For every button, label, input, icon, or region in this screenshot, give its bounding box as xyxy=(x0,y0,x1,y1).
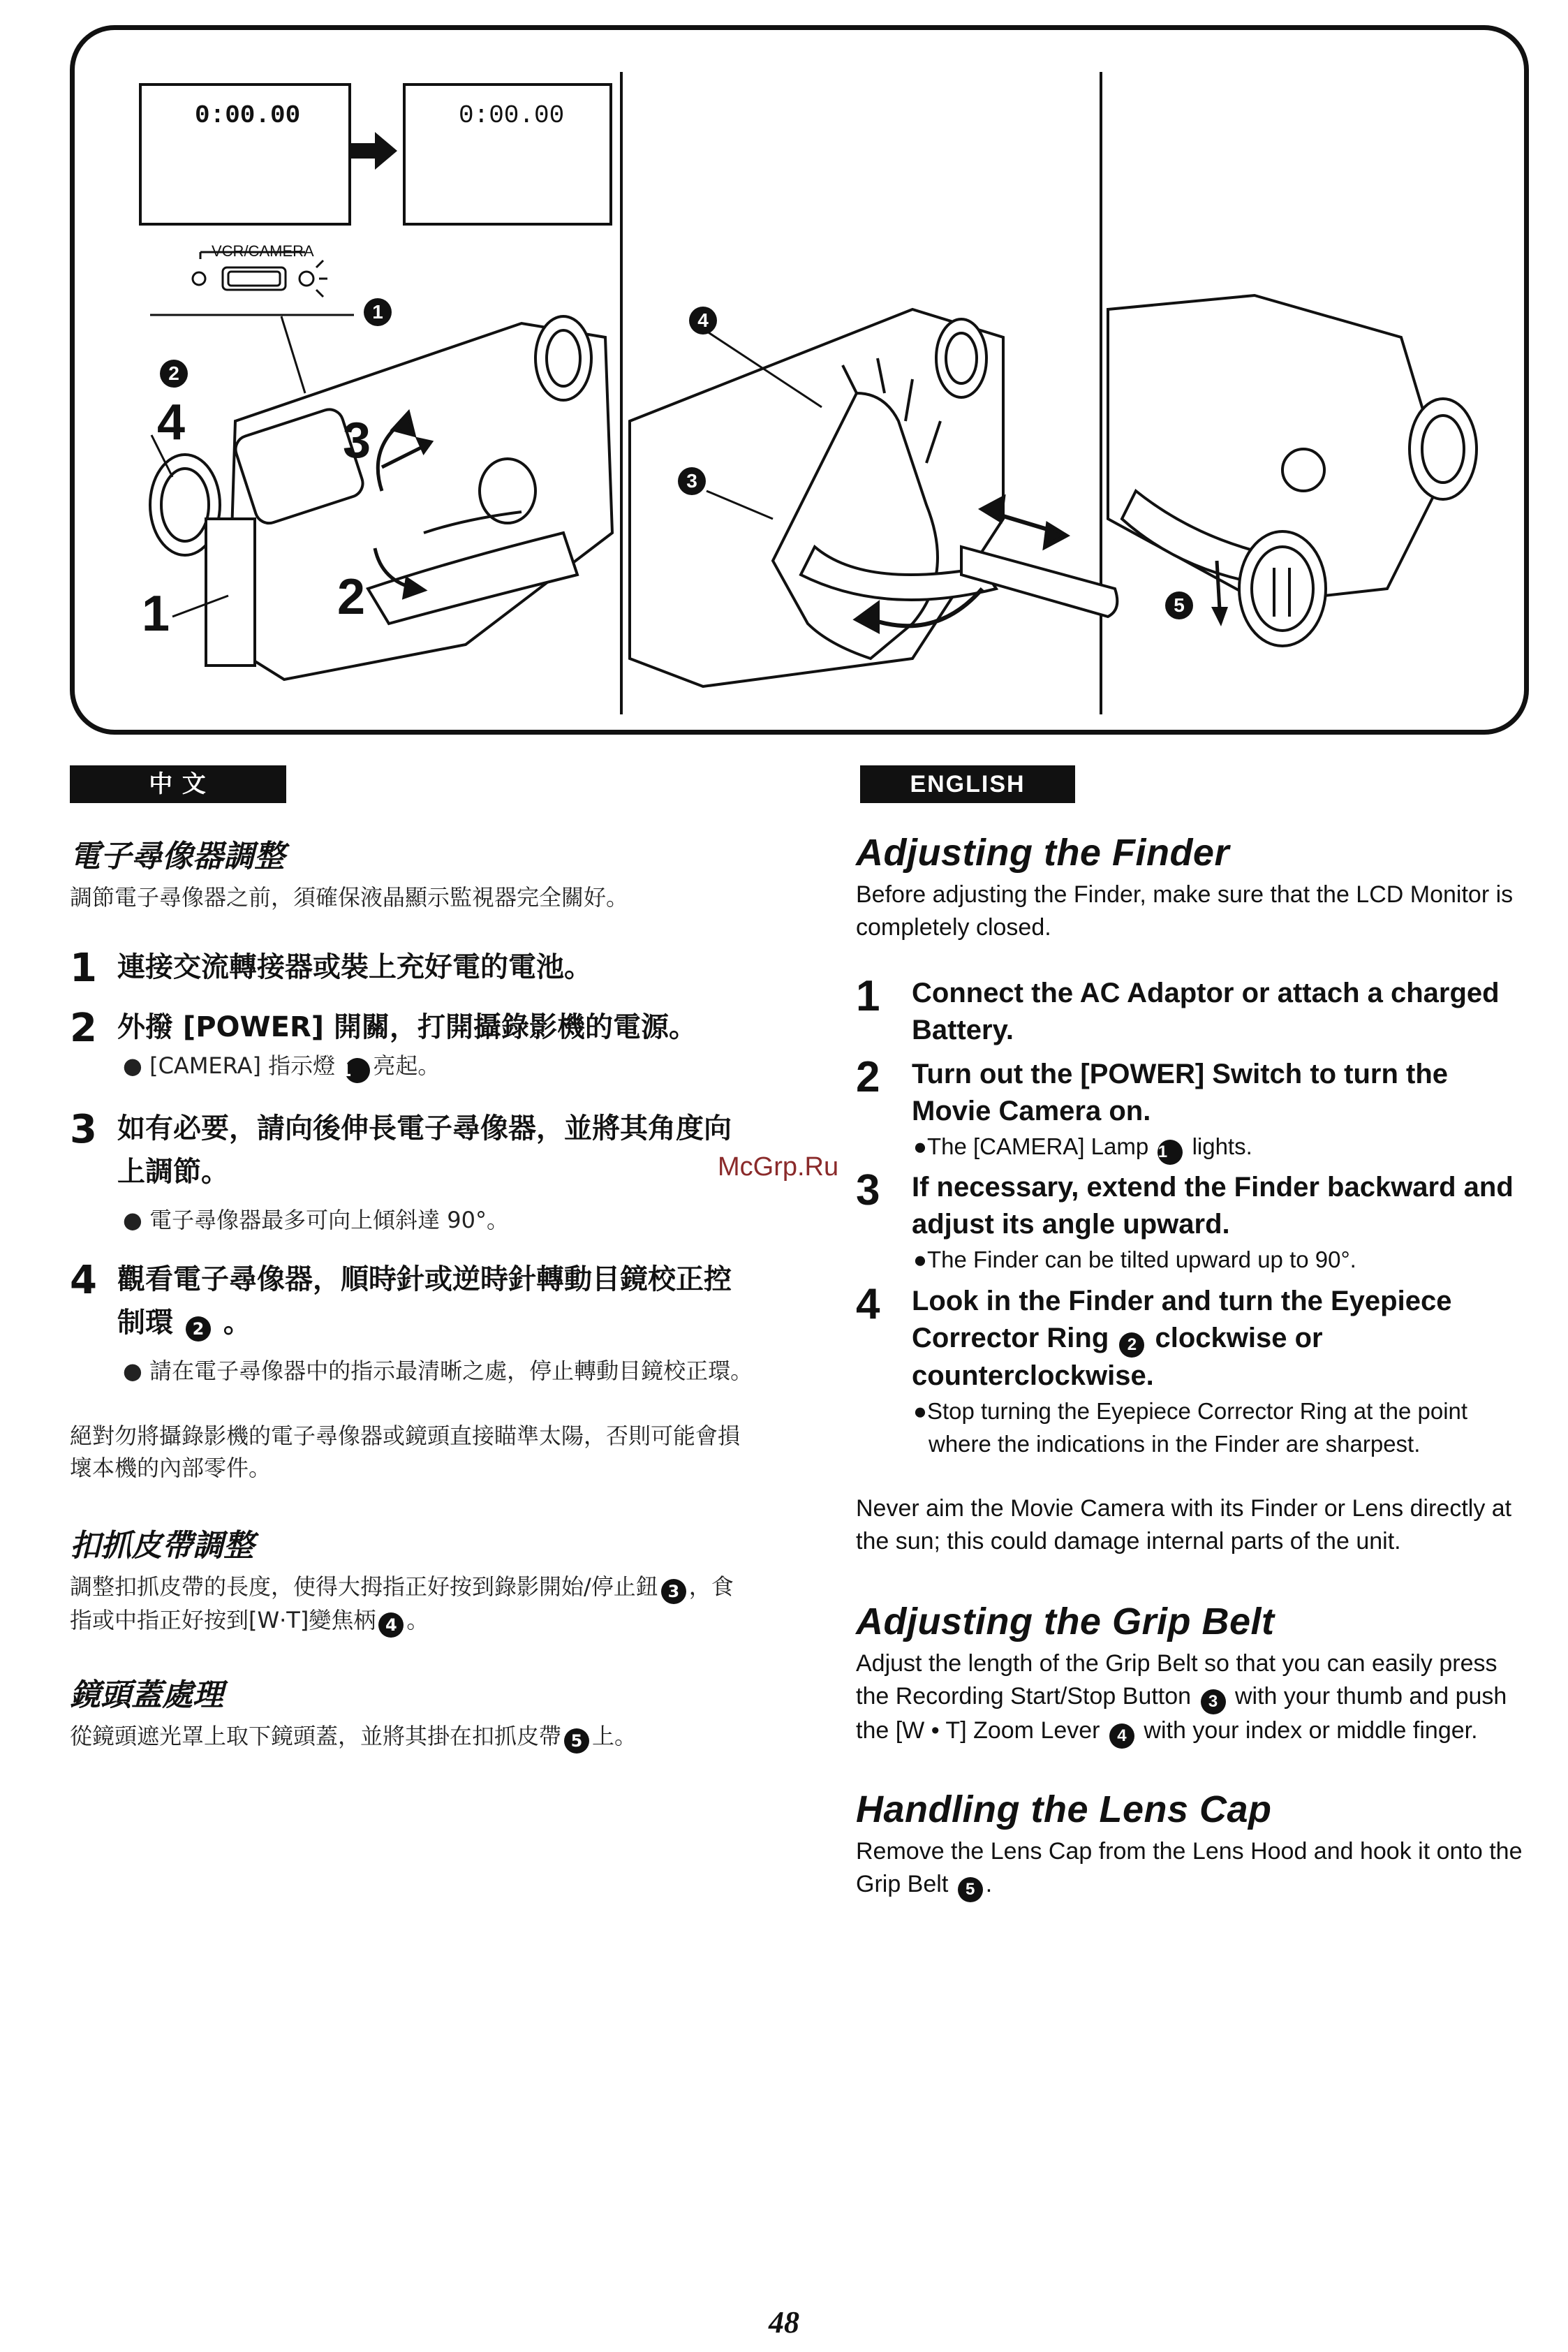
en-warning: Never aim the Movie Camera with its Finder or Lens directly at the sun; this could damage internal parts of the unit. xyxy=(856,1495,1512,1554)
zh-finder-intro: 調節電子尋像器之前，須確保液晶顯示監視器完全關好。 xyxy=(70,884,629,911)
zoom-lever-callout-icon: 4 xyxy=(378,1612,404,1638)
lcd-display-left xyxy=(139,83,351,226)
en-grip-title: Adjusting the Grip Belt xyxy=(856,1601,1275,1642)
en-step-text: If necessary, extend the Finder backward and adjust its angle upward. xyxy=(912,1172,1514,1240)
zh-step-2 xyxy=(70,1006,754,1049)
right-arrow-icon xyxy=(348,132,397,170)
zh-step-4-text-b: 。 xyxy=(223,1307,251,1339)
en-step-4 xyxy=(856,1280,1533,1395)
zh-note-text: 電子尋像器最多可向上傾斜達 90°。 xyxy=(149,1207,509,1233)
en-note-text: Stop turning the Eyepiece Corrector Ring at the point where the indications in the Finder are sharpest. xyxy=(926,1398,1468,1457)
zh-step-4-note: ● 請在電子尋像器中的指示最清晰之處，停止轉動目鏡校正環。 xyxy=(123,1358,753,1384)
lamp-rays-icon xyxy=(316,260,327,297)
label-step-3: 3 xyxy=(343,413,371,469)
en-grip-text-a: Adjust the length of the Grip Belt so that you can easily press the Recording Start/Stop Button xyxy=(856,1650,1497,1710)
zh-step-2-note: ● [CAMERA] 指示燈 1 亮起。 xyxy=(123,1049,754,1083)
en-step-4-text-b: clockwise or counterclockwise. xyxy=(912,1323,1323,1391)
lcd-display-right xyxy=(403,83,612,226)
illustration-panel xyxy=(70,25,1529,735)
label-step-2: 2 xyxy=(337,569,366,625)
zh-cap-text-b: 上。 xyxy=(592,1723,637,1749)
english-section-tab: ENGLISH xyxy=(860,765,1075,803)
en-step-number: 4 xyxy=(856,1280,880,1328)
en-finder-intro: Before adjusting the Finder, make sure that the LCD Monitor is completely closed. xyxy=(856,881,1514,941)
zh-note-text-b: 亮起。 xyxy=(373,1052,441,1079)
callout-5: 5 xyxy=(1165,591,1193,619)
en-step-2 xyxy=(856,1053,1533,1130)
zh-step-4-text-a: 觀看電子尋像器，順時針或逆時針轉動目鏡校正控制環 xyxy=(117,1263,732,1339)
zh-cap-title: 鏡頭蓋處理 xyxy=(70,1677,223,1713)
zh-grip-text-c: 。 xyxy=(406,1607,429,1633)
en-step-3 xyxy=(856,1166,1533,1243)
zh-note-text-a: [CAMERA] 指示燈 xyxy=(149,1052,336,1079)
zh-step-text: 如有必要，請向後伸長電子尋像器，並將其角度向上調節。 xyxy=(117,1112,732,1188)
en-step-3-note: ●The Finder can be tilted upward up to 90°. xyxy=(913,1247,1356,1272)
zh-step-number: 2 xyxy=(70,1006,97,1051)
en-step-4-text-a: Look in the Finder and turn the Eyepiece Corrector Ring xyxy=(912,1286,1452,1353)
zh-grip-title: 扣抓皮帶調整 xyxy=(70,1528,254,1564)
vcr-camera-label: VCR/CAMERA xyxy=(212,242,314,260)
en-step-number: 2 xyxy=(856,1053,880,1101)
zh-step-text: 連接交流轉接器或裝上充好電的電池。 xyxy=(117,951,592,983)
en-step-text: Turn out the [POWER] Switch to turn the Movie Camera on. xyxy=(912,1059,1449,1126)
zh-warning: 絕對勿將攝錄影機的電子尋像器或鏡頭直接瞄準太陽，否則可能會損壞本機的內部零件。 xyxy=(70,1423,741,1481)
en-step-4-note: ●Stop turning the Eyepiece Corrector Ring at the point where the indications in the Finder are sharpest. xyxy=(913,1398,1468,1457)
label-step-1: 1 xyxy=(142,586,170,642)
zh-cap-text-a: 從鏡頭遮光罩上取下鏡頭蓋，並將其掛在扣抓皮帶 xyxy=(70,1723,562,1749)
en-note-text-a: The [CAMERA] Lamp xyxy=(926,1133,1149,1159)
zh-step-3 xyxy=(70,1107,754,1193)
zh-step-4 xyxy=(70,1258,754,1344)
english-column xyxy=(856,831,1533,1902)
callout-4: 4 xyxy=(689,307,717,335)
en-grip-text-c: with your index or middle finger. xyxy=(1144,1717,1478,1744)
zh-step-number: 1 xyxy=(70,946,97,991)
chinese-column xyxy=(70,831,754,1754)
grip-belt-callout-icon: 5 xyxy=(958,1877,983,1902)
en-step-1 xyxy=(856,972,1533,1049)
zh-grip-text xyxy=(70,1571,754,1638)
en-step-text: Connect the AC Adaptor or attach a charged Battery. xyxy=(912,978,1500,1045)
lamp-callout-icon: 1 xyxy=(1157,1140,1183,1165)
eyepiece-ring-callout-icon: 2 xyxy=(186,1316,211,1342)
page-number: 48 xyxy=(769,2305,799,2339)
start-stop-callout-icon: 3 xyxy=(1201,1689,1226,1714)
en-cap-title: Handling the Lens Cap xyxy=(856,1788,1272,1830)
en-note-text: The Finder can be tilted upward up to 90°. xyxy=(926,1247,1356,1272)
start-stop-callout-icon: 3 xyxy=(661,1579,686,1604)
en-step-number: 1 xyxy=(856,972,880,1020)
zh-step-1 xyxy=(70,946,754,989)
en-step-number: 3 xyxy=(856,1166,880,1214)
en-step-2-note: ●The [CAMERA] Lamp 1 lights. xyxy=(913,1130,1533,1165)
zoom-lever-callout-icon: 4 xyxy=(1109,1723,1134,1749)
callout-1: 1 xyxy=(364,298,392,326)
zh-step-number: 4 xyxy=(70,1258,97,1303)
grip-belt-callout-icon: 5 xyxy=(564,1728,589,1754)
zh-step-text: 外撥 [POWER] 開關，打開攝錄影機的電源。 xyxy=(117,1011,697,1043)
eyepiece-ring-callout-icon: 2 xyxy=(1119,1332,1144,1358)
zh-note-text: 請在電子尋像器中的指示最清晰之處，停止轉動目鏡校正環。 xyxy=(149,1358,753,1384)
callout-3: 3 xyxy=(678,467,706,495)
en-finder-title: Adjusting the Finder xyxy=(856,832,1229,874)
callout-2: 2 xyxy=(160,360,188,388)
zh-step-text xyxy=(117,1258,754,1344)
zh-cap-text xyxy=(70,1720,754,1754)
en-cap-text-b: . xyxy=(985,1871,993,1897)
camera-body-left xyxy=(150,316,612,679)
lens-cap-icon xyxy=(1239,531,1326,646)
label-step-4: 4 xyxy=(157,395,186,450)
zh-grip-text-b: ，食指或中指正好按到[W·T]變焦柄 xyxy=(70,1573,734,1633)
lamp-callout-icon: 1 xyxy=(345,1058,370,1083)
zh-step-3-note: ● 電子尋像器最多可向上傾斜達 90°。 xyxy=(123,1207,509,1233)
en-note-text-b: lights. xyxy=(1192,1133,1252,1159)
zh-grip-text-a: 調整扣抓皮帶的長度，使得大拇指正好按到錄影開始/停止鈕 xyxy=(70,1573,658,1600)
en-grip-text-b: with your thumb and push the [W • T] Zoom Lever xyxy=(856,1683,1507,1744)
en-step-text xyxy=(912,1283,1533,1395)
en-grip-text xyxy=(856,1647,1533,1749)
display-left-time: 0:00.00 xyxy=(195,101,301,130)
en-cap-text xyxy=(856,1835,1533,1902)
watermark: McGrp.Ru xyxy=(718,1152,839,1182)
zh-step-number: 3 xyxy=(70,1107,97,1152)
chinese-section-tab: 中 文 xyxy=(70,765,286,803)
display-right-time: 0:00.00 xyxy=(459,101,565,130)
zh-finder-title: 電子尋像器調整 xyxy=(70,839,285,874)
en-cap-text-a: Remove the Lens Cap from the Lens Hood and hook it onto the Grip Belt xyxy=(856,1838,1523,1897)
